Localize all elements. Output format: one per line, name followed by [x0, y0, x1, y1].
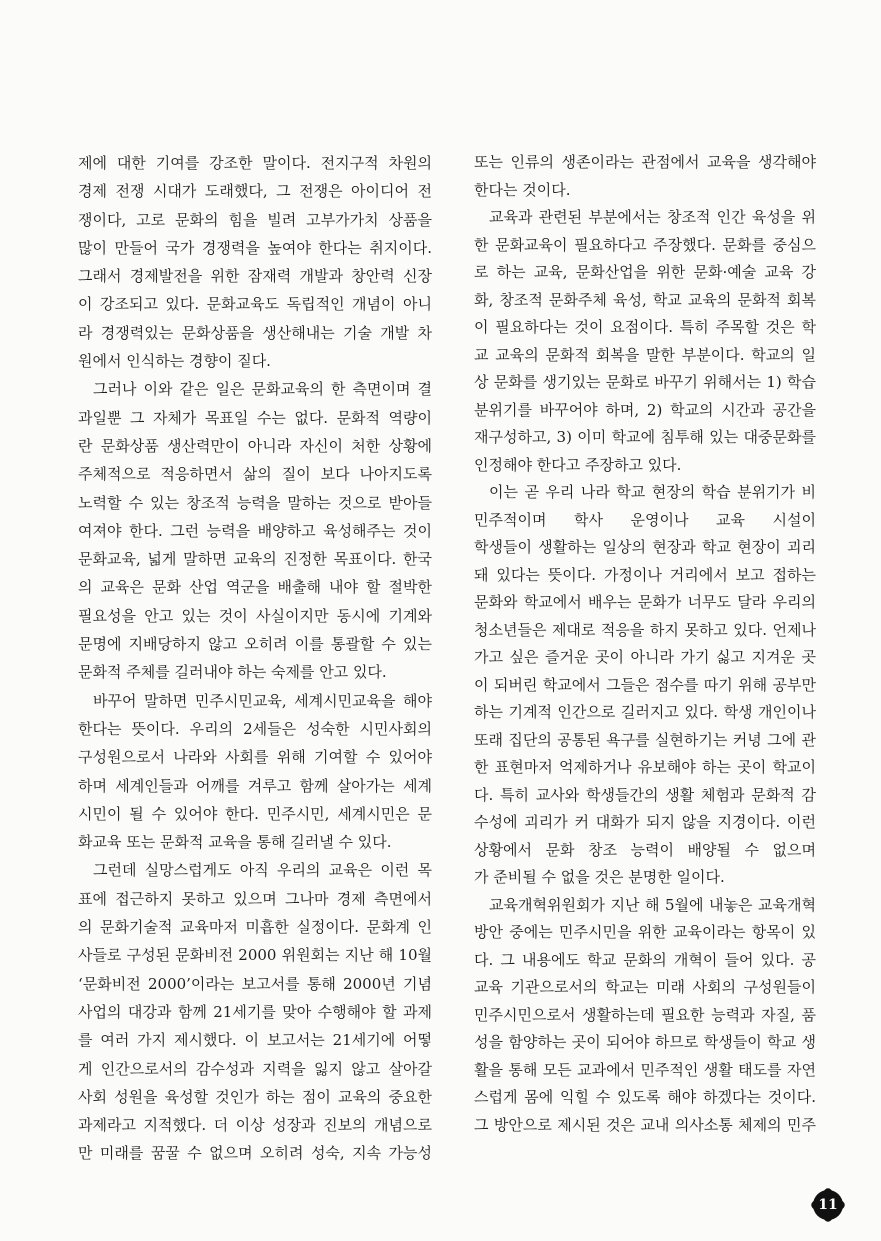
- text-line: 화교육 또는 문화적 교육을 통해 길러낼 수 있다.: [78, 833, 392, 852]
- text-line: 만 미래를 꿈꿀 수 없으며 오히려 성숙, 지속 가능성: [78, 1144, 432, 1163]
- page-number-badge: [810, 1187, 846, 1223]
- text-line: 화, 창조적 문화주체 육성, 학교 교육의 문화적 회복: [474, 290, 816, 309]
- text-line: 과일뿐 그 자체가 목표일 수는 없다. 문화적 역량이: [78, 408, 432, 427]
- text-line: 인정해야 한다고 주장하고 있다.: [474, 455, 682, 474]
- left-column: [78, 149, 432, 1168]
- paragraph: [474, 892, 816, 1140]
- text-line: 한다는 뜻이다. 우리의 2세들은 성숙한 시민사회의: [78, 719, 432, 738]
- paragraph: [474, 204, 816, 479]
- text-line: 그래서 경제발전을 위한 잠재력 개발과 창안력 신장: [78, 267, 432, 286]
- paragraph: [78, 375, 432, 686]
- text-line: 제에 대한 기여를 강조한 말이다. 전지구적 차원의: [78, 154, 432, 172]
- text-line: 돼 있다는 뜻이다. 가정이나 거리에서 보고 접하는: [474, 565, 816, 584]
- text-line: 방안 중에는 민주시민을 위한 교육이라는 항목이 있: [474, 923, 816, 941]
- text-line: 분위기를 바꾸어야 하며, 2) 학교의 시간과 공간을: [474, 400, 816, 419]
- text-line: 의 문화기술적 교육마저 미흡한 실정이다. 문화계 인: [78, 918, 432, 937]
- paragraph: [474, 149, 816, 204]
- text-line: 교육과 관련된 부분에서는 창조적 인간 육성을 위: [489, 208, 816, 226]
- paragraph: [78, 687, 432, 857]
- text-line: 라 경쟁력있는 문화상품을 생산해내는 기술 개발 차: [78, 323, 432, 342]
- text-line: 상 문화를 생기있는 문화로 바꾸기 위해서는 1) 학습: [474, 373, 816, 391]
- text-line: ‘문화비전 2000’이라는 보고서를 통해 2000년 기념: [78, 974, 432, 993]
- text-line: 를 여러 가지 제시했다. 이 보고서는 21세기에 어떻: [78, 1031, 432, 1050]
- text-line: 사업의 대강과 함께 21세기를 맞아 수행해야 할 과제: [78, 1002, 432, 1021]
- text-line: 그런데 실망스럽게도 아직 우리의 교육은 이런 목: [93, 861, 432, 880]
- text-line: 가 준비될 수 없을 것은 분명한 일이다.: [474, 868, 725, 886]
- text-line: 주체적으로 적응하면서 삶의 질이 보다 나아지도록: [78, 465, 432, 484]
- text-line: 다. 그 내용에도 학교 문화의 개혁이 들어 있다. 공: [474, 950, 816, 969]
- text-line: 의 교육은 문화 산업 역군을 배출해 내야 할 절박한: [78, 578, 432, 597]
- paragraph: [474, 479, 816, 892]
- text-line: 이 강조되고 있다. 문화교육도 독립적인 개념이 아니: [78, 295, 432, 314]
- text-line: 활을 통해 모든 교과에서 민주적인 생활 태도를 자연: [474, 1060, 816, 1079]
- text-line: 하는 기계적 인간으로 길러지고 있다. 학생 개인이나: [474, 703, 816, 721]
- text-line: 수성에 괴리가 커 대화가 되지 않을 지경이다. 이런: [474, 813, 816, 831]
- text-line: 교 교육의 문화적 회복을 말한 부분이다. 학교의 일: [474, 345, 816, 364]
- text-line: 가고 싶은 즐거운 곳이 아니라 가기 싫고 지겨운 곳: [474, 648, 816, 666]
- text-line: 과제라고 지적했다. 더 이상 성장과 진보의 개념으로: [78, 1116, 432, 1135]
- text-line: 여져야 한다. 그런 능력을 배양하고 육성해주는 것이: [78, 521, 432, 540]
- text-line: 스럽게 몸에 익힐 수 있도록 해야 하겠다는 것이다.: [474, 1088, 816, 1106]
- text-line: 사회 성원을 육성할 것인가 하는 점이 교육의 중요한: [78, 1087, 432, 1106]
- text-line: 이 필요하다는 것이 요점이다. 특히 주목할 것은 학: [474, 318, 816, 336]
- text-line: 성을 함양하는 곳이 되어야 하므로 학생들이 학교 생: [474, 1033, 816, 1051]
- text-line: 하며 세계인들과 어깨를 겨루고 함께 살아가는 세계: [78, 776, 432, 795]
- text-line: 또는 인류의 생존이라는 관점에서 교육을 생각해야: [474, 153, 816, 171]
- text-line: 상황에서 문화 창조 능력이 배양될 수 없으며: [474, 840, 816, 859]
- text-line: 교육개혁위원회가 지난 해 5월에 내놓은 교육개혁: [489, 895, 816, 914]
- text-line: 민주시민으로서 생활하는데 필요한 능력과 자질, 품: [474, 1005, 816, 1024]
- text-line: 구성원으로서 나라와 사회를 위해 기여할 수 있어야: [78, 748, 432, 767]
- text-line: 노력할 수 있는 창조적 능력을 말하는 것으로 받아들: [78, 493, 432, 512]
- text-line: 쟁이다, 고로 문화의 힘을 빌려 고부가가치 상품을: [78, 210, 432, 229]
- text-line: 청소년들은 제대로 적응을 하지 못하고 있다. 언제나: [474, 620, 816, 639]
- text-line: 또래 집단의 공통된 욕구를 실현하기는 커녕 그에 관: [474, 730, 816, 749]
- text-line: 경제 전쟁 시대가 도래했다, 그 전쟁은 아이디어 전: [78, 182, 432, 201]
- text-line: 문화교육, 넓게 말하면 교육의 진정한 목표이다. 한국: [78, 550, 432, 569]
- right-column: [474, 149, 816, 1139]
- text-line: 문명에 지배당하지 않고 오히려 이를 통괄할 수 있는: [78, 635, 432, 654]
- text-line: 표에 접근하지 못하고 있으며 그나마 경제 측면에서: [78, 889, 432, 908]
- text-line: 로 하는 교육, 문화산업을 위한 문화·예술 교육 강: [474, 263, 816, 281]
- text-line: 게 인간으로서의 감수성과 지력을 잃지 않고 살아갈: [78, 1059, 432, 1078]
- text-line: 학생들이 생활하는 일상의 현장과 학교 현장이 괴리: [474, 538, 816, 556]
- text-line: 문화적 주체를 길러내야 하는 숙제를 안고 있다.: [78, 663, 387, 682]
- text-line: 다. 특히 교사와 학생들간의 생활 체험과 문화적 감: [474, 785, 816, 804]
- text-line: 필요성을 안고 있는 것이 사실이지만 동시에 기계와: [78, 606, 432, 625]
- text-line: 재구성하고, 3) 이미 학교에 침투해 있는 대중문화를: [474, 428, 816, 446]
- text-line: 원에서 인식하는 경향이 짙다.: [78, 352, 271, 371]
- text-line: 시민이 될 수 있어야 한다. 민주시민, 세계시민은 문: [78, 804, 432, 823]
- text-line: 이 되버린 학교에서 그들은 점수를 따기 위해 공부만: [474, 675, 816, 694]
- text-line: 란 문화상품 생산력만이 아니라 자신이 처한 상황에: [78, 436, 432, 455]
- text-line: 민주적이며 학사 운영이나 교육 시설이: [474, 510, 816, 529]
- text-line: 이는 곧 우리 나라 학교 현장의 학습 분위기가 비: [489, 483, 816, 501]
- paragraph: [78, 149, 432, 375]
- text-line: 문화와 학교에서 배우는 문화가 너무도 달라 우리의: [474, 593, 816, 611]
- paragraph: [78, 856, 432, 1167]
- text-line: 사들로 구성된 문화비전 2000 위원회는 지난 해 10월: [78, 946, 432, 965]
- text-line: 한 표현마저 억제하거나 유보해야 하는 곳이 학교이: [474, 758, 816, 776]
- text-line: 많이 만들어 국가 경쟁력을 높여야 한다는 취지이다.: [78, 238, 432, 257]
- text-line: 한다는 것이다.: [474, 180, 571, 199]
- text-line: 교육 기관으로서의 학교는 미래 사회의 구성원들이: [474, 978, 816, 996]
- text-line: 한 문화교육이 필요하다고 주장했다. 문화를 중심으: [474, 235, 816, 254]
- page-number: 11: [818, 1197, 838, 1213]
- text-line: 그러나 이와 같은 일은 문화교육의 한 측면이며 결: [93, 380, 432, 399]
- text-line: 그 방안으로 제시된 것은 교내 의사소통 체제의 민주: [474, 1115, 816, 1134]
- text-line: 바꾸어 말하면 민주시민교육, 세계시민교육을 해야: [93, 691, 432, 710]
